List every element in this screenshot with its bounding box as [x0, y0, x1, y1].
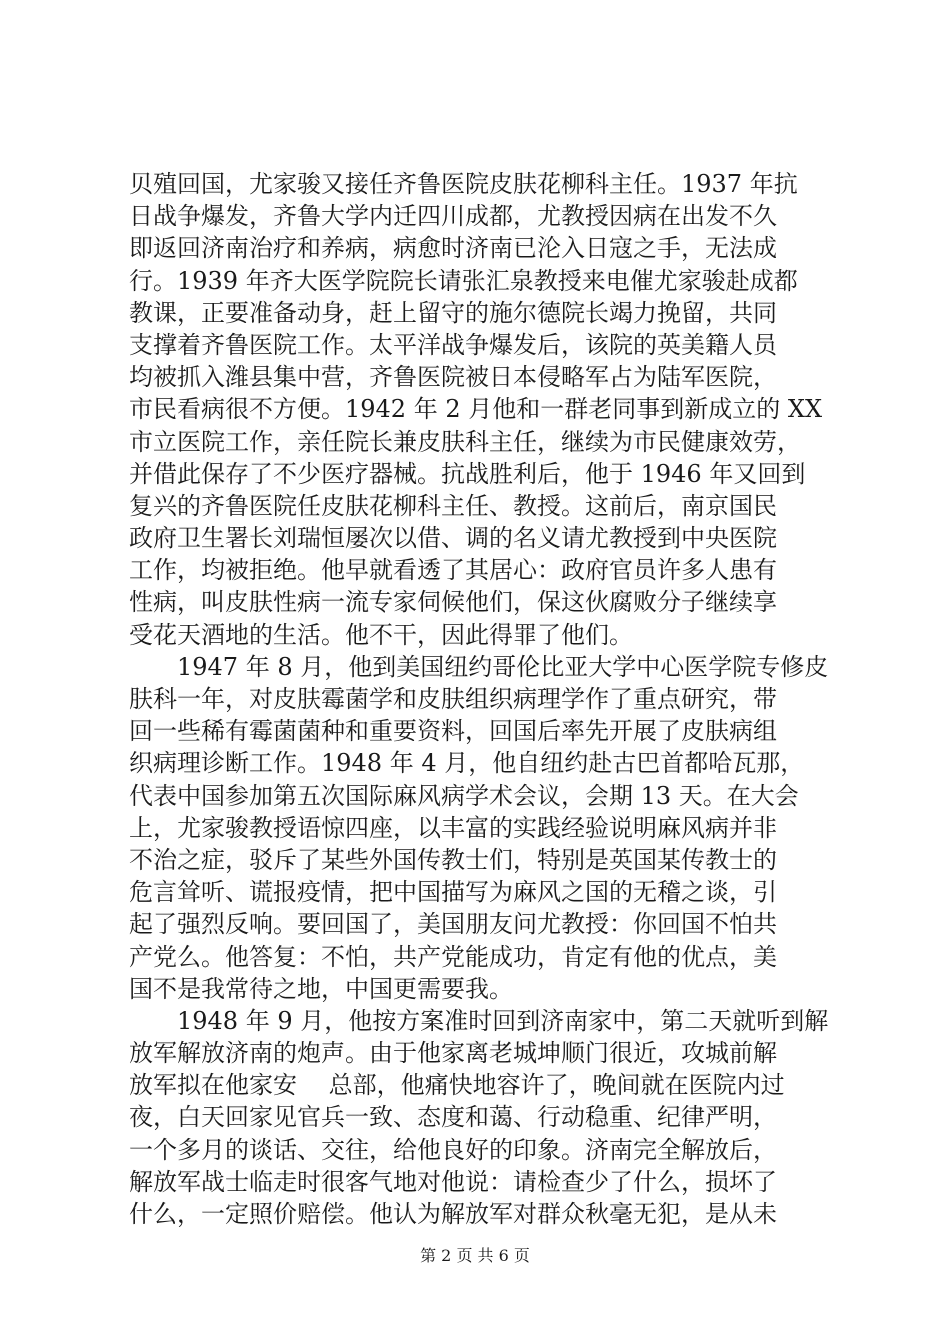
body-text [129, 168, 829, 1230]
text-line: 1947 年 8 月，他到美国纽约哥伦比亚大学中心医学院专修皮 [129, 652, 829, 681]
text-line: 国不是我常待之地，中国更需要我。 [129, 974, 513, 1003]
text-line: 解放军战士临走时很客气地对他说：请检查少了什么，损坏了 [129, 1167, 777, 1196]
page-footer: 第 2 页 共 6 页 [420, 1246, 530, 1265]
text-line: 教课，正要准备动身，赶上留守的施尔德院长竭力挽留，共同 [129, 298, 777, 327]
text-line: 均被抓入潍县集中营，齐鲁医院被日本侵略军占为陆军医院， [129, 363, 777, 392]
text-line: 支撑着齐鲁医院工作。太平洋战争爆发后，该院的英美籍人员 [129, 330, 777, 359]
text-line: 市民看病很不方便。1942 年 2 月他和一群老同事到新成立的 XX [129, 395, 823, 424]
text-line: 什么，一定照价赔偿。他认为解放军对群众秋毫无犯，是从未 [129, 1200, 777, 1228]
text-line: 产党么。他答复：不怕，共产党能成功，肯定有他的优点，美 [129, 942, 777, 971]
text-line: 不治之症，驳斥了某些外国传教士们，特别是英国某传教士的 [129, 845, 777, 874]
text-line: 复兴的齐鲁医院任皮肤花柳科主任、教授。这前后，南京国民 [129, 491, 777, 520]
text-line: 性病，叫皮肤性病一流专家伺候他们，保这伙腐败分子继续享 [129, 588, 777, 617]
text-line: 日战争爆发，齐鲁大学内迁四川成都，尤教授因病在出发不久 [129, 202, 777, 231]
text-line: 放军解放济南的炮声。由于他家离老城坤顺门很近，攻城前解 [129, 1039, 777, 1068]
text-line: 受花天酒地的生活。他不干，因此得罪了他们。 [129, 620, 633, 649]
text-line: 市立医院工作，亲任院长兼皮肤科主任，继续为市民健康效劳， [129, 427, 801, 456]
text-line: 放军拟在他家安 总部，他痛快地容许了，晚间就在医院内过 [129, 1071, 785, 1100]
text-line: 即返回济南治疗和养病，病愈时济南已沦入日寇之手，无法成 [129, 234, 777, 263]
text-line: 并借此保存了不少医疗器械。抗战胜利后，他于 1946 年又回到 [129, 459, 806, 488]
text-line: 政府卫生署长刘瑞恒屡次以借、调的名义请尤教授到中央医院 [129, 524, 777, 553]
text-line: 危言耸听、谎报疫情，把中国描写为麻风之国的无稽之谈，引 [129, 878, 777, 907]
text-line: 起了强烈反响。要回国了，美国朋友问尤教授：你回国不怕共 [129, 910, 777, 939]
text-line: 行。1939 年齐大医学院院长请张汇泉教授来电催尤家骏赴成都 [129, 266, 798, 295]
text-line: 织病理诊断工作。1948 年 4 月，他自纽约赴古巴首都哈瓦那， [129, 749, 805, 778]
text-line: 回一些稀有霉菌菌种和重要资料，回国后率先开展了皮肤病组 [129, 717, 777, 746]
text-line: 一个多月的谈话、交往，给他良好的印象。济南完全解放后， [129, 1135, 777, 1164]
text-line: 1948 年 9 月，他按方案准时回到济南家中，第二天就听到解 [129, 1006, 829, 1035]
text-line: 贝殖回国，尤家骏又接任齐鲁医院皮肤花柳科主任。1937 年抗 [129, 170, 798, 198]
text-line: 夜，白天回家见官兵一致、态度和蔼、行动稳重、纪律严明， [129, 1103, 777, 1132]
text-line: 上，尤家骏教授语惊四座，以丰富的实践经验说明麻风病并非 [129, 813, 777, 842]
text-line: 工作，均被拒绝。他早就看透了其居心：政府官员许多人患有 [129, 556, 777, 585]
text-line: 代表中国参加第五次国际麻风病学术会议，会期 13 天。在大会 [129, 781, 799, 810]
text-line: 肤科一年，对皮肤霉菌学和皮肤组织病理学作了重点研究，带 [129, 685, 777, 713]
